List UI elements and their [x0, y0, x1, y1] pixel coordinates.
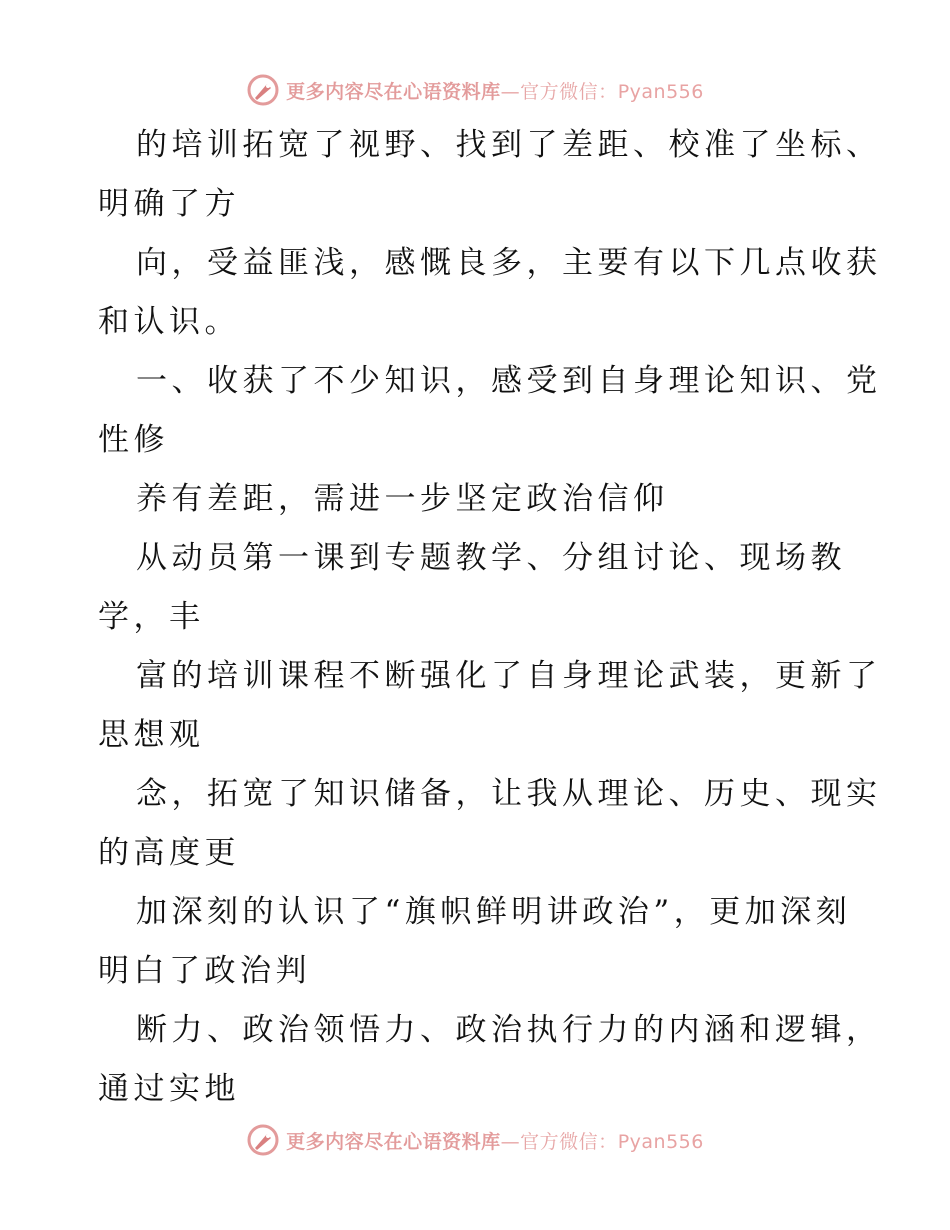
- body-line: 通过实地: [98, 1071, 240, 1107]
- watermark-prefix: 更多内容尽在心语资料库: [286, 80, 501, 103]
- body-line: 一、收获了不少知识，感受到自身理论知识、党: [136, 363, 882, 399]
- body-line: 养有差距，需进一步坚定政治信仰: [136, 481, 669, 517]
- body-line: 思想观: [98, 717, 205, 753]
- body-line: 学，丰: [98, 599, 205, 635]
- watermark-suffix: 官方微信：: [520, 1130, 618, 1153]
- body-line: 明白了政治判: [98, 953, 311, 989]
- pen-nib-logo-icon: [246, 1123, 280, 1157]
- header-watermark: [0, 70, 950, 110]
- body-line: 的高度更: [98, 835, 240, 871]
- watermark-wechat-id: Pyan556: [617, 80, 704, 103]
- body-line: 的培训拓宽了视野、找到了差距、校准了坐标、: [136, 127, 882, 163]
- body-line: 性修: [98, 422, 169, 458]
- watermark-wechat-id: Pyan556: [617, 1130, 704, 1153]
- body-line: 加深刻的认识了“旗帜鲜明讲政治”，更加深刻: [136, 894, 852, 930]
- body-line: 富的培训课程不断强化了自身理论武装，更新了: [136, 658, 882, 694]
- watermark-prefix: 更多内容尽在心语资料库: [286, 1130, 501, 1153]
- footer-watermark: [0, 1120, 950, 1160]
- pen-nib-logo-icon: [246, 73, 280, 107]
- body-line: 和认识。: [98, 304, 240, 340]
- watermark-text: [286, 77, 704, 104]
- body-line: 明确了方: [98, 186, 240, 222]
- watermark-dash: —: [500, 80, 521, 103]
- document-body: [98, 116, 882, 1119]
- body-line: 向，受益匪浅，感慨良多，主要有以下几点收获: [136, 245, 882, 281]
- body-line: 念，拓宽了知识储备，让我从理论、历史、现实: [136, 776, 882, 812]
- body-line: 断力、政治领悟力、政治执行力的内涵和逻辑，: [136, 1012, 882, 1048]
- watermark-suffix: 官方微信：: [520, 80, 618, 103]
- watermark-text: [286, 1127, 704, 1154]
- body-line: 从动员第一课到专题教学、分组讨论、现场教: [136, 540, 846, 576]
- watermark-dash: —: [500, 1130, 521, 1153]
